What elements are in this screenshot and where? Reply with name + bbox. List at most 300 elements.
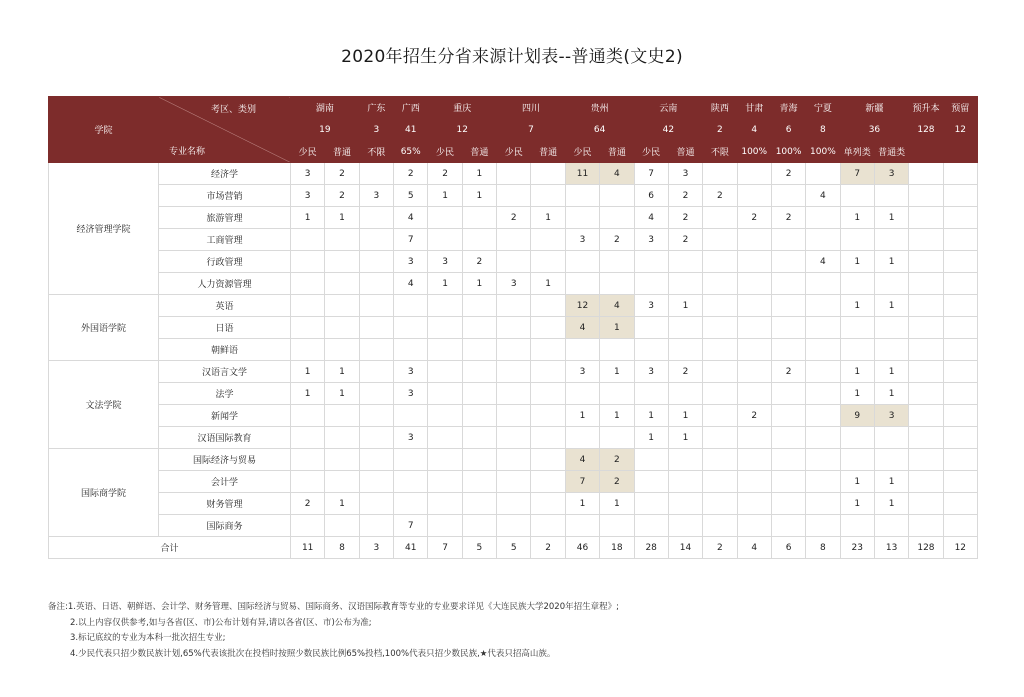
quota-cell bbox=[771, 229, 805, 251]
table-row bbox=[49, 317, 978, 339]
quota-cell bbox=[291, 405, 325, 427]
quota-cell bbox=[943, 361, 977, 383]
quota-cell: 1 bbox=[428, 273, 462, 295]
quota-cell: 3 bbox=[394, 251, 428, 273]
quota-cell bbox=[428, 317, 462, 339]
quota-cell bbox=[565, 207, 599, 229]
quota-cell bbox=[806, 515, 840, 537]
total-cell: 13 bbox=[874, 537, 908, 559]
quota-cell bbox=[737, 317, 771, 339]
category-header: 少民 bbox=[565, 141, 599, 163]
quota-cell bbox=[462, 449, 496, 471]
quota-cell: 2 bbox=[291, 493, 325, 515]
quota-cell bbox=[428, 229, 462, 251]
quota-cell bbox=[771, 471, 805, 493]
table-body bbox=[49, 163, 978, 559]
quota-cell: 2 bbox=[668, 185, 702, 207]
category-header: 普通 bbox=[600, 141, 634, 163]
quota-cell bbox=[462, 317, 496, 339]
quota-cell: 1 bbox=[325, 493, 359, 515]
quota-cell bbox=[325, 427, 359, 449]
category-header: 普通 bbox=[462, 141, 496, 163]
quota-cell bbox=[359, 493, 393, 515]
total-cell: 8 bbox=[325, 537, 359, 559]
quota-cell bbox=[634, 493, 668, 515]
quota-cell bbox=[531, 361, 565, 383]
total-cell: 11 bbox=[291, 537, 325, 559]
quota-cell bbox=[394, 339, 428, 361]
table-row bbox=[49, 383, 978, 405]
quota-cell bbox=[531, 317, 565, 339]
quota-cell: 1 bbox=[428, 185, 462, 207]
quota-cell bbox=[497, 229, 531, 251]
quota-cell bbox=[497, 471, 531, 493]
quota-cell bbox=[497, 163, 531, 185]
quota-cell: 1 bbox=[874, 361, 908, 383]
quota-cell: 1 bbox=[600, 361, 634, 383]
notes-section bbox=[48, 600, 619, 662]
quota-cell bbox=[497, 361, 531, 383]
quota-cell: 2 bbox=[325, 185, 359, 207]
quota-cell: 1 bbox=[840, 493, 874, 515]
quota-cell: 1 bbox=[874, 251, 908, 273]
province-total: 42 bbox=[634, 119, 703, 141]
note-line: 3.标记底纹的专业为本科一批次招生专业; bbox=[70, 633, 226, 643]
quota-cell bbox=[531, 251, 565, 273]
quota-cell: 1 bbox=[565, 405, 599, 427]
table-row bbox=[49, 207, 978, 229]
quota-cell bbox=[668, 251, 702, 273]
quota-cell bbox=[531, 493, 565, 515]
quota-cell bbox=[737, 295, 771, 317]
quota-cell bbox=[703, 163, 737, 185]
quota-cell bbox=[531, 339, 565, 361]
quota-cell bbox=[600, 427, 634, 449]
province-total: 12 bbox=[943, 119, 977, 141]
diagonal-header-cell bbox=[159, 97, 291, 163]
major-name: 法学 bbox=[159, 383, 291, 405]
quota-cell bbox=[909, 449, 943, 471]
quota-cell: 1 bbox=[291, 207, 325, 229]
quota-cell: 3 bbox=[565, 361, 599, 383]
quota-cell bbox=[909, 295, 943, 317]
quota-cell bbox=[771, 317, 805, 339]
quota-cell bbox=[394, 493, 428, 515]
province-header: 重庆 bbox=[428, 97, 497, 119]
table-header bbox=[49, 97, 978, 163]
quota-cell bbox=[462, 207, 496, 229]
quota-cell bbox=[874, 273, 908, 295]
quota-cell bbox=[325, 339, 359, 361]
quota-cell bbox=[737, 361, 771, 383]
quota-cell bbox=[703, 471, 737, 493]
quota-cell bbox=[359, 427, 393, 449]
quota-cell bbox=[565, 185, 599, 207]
quota-cell bbox=[943, 339, 977, 361]
quota-cell bbox=[668, 383, 702, 405]
quota-cell: 1 bbox=[600, 493, 634, 515]
table-row bbox=[49, 339, 978, 361]
quota-cell: 2 bbox=[771, 163, 805, 185]
category-header: 少民 bbox=[634, 141, 668, 163]
quota-cell bbox=[428, 383, 462, 405]
quota-cell bbox=[840, 339, 874, 361]
quota-cell: 12 bbox=[565, 295, 599, 317]
quota-cell: 1 bbox=[840, 207, 874, 229]
quota-cell bbox=[428, 207, 462, 229]
table-row bbox=[49, 185, 978, 207]
quota-cell: 3 bbox=[394, 383, 428, 405]
quota-cell bbox=[497, 295, 531, 317]
quota-cell: 3 bbox=[359, 185, 393, 207]
quota-cell bbox=[737, 515, 771, 537]
quota-cell bbox=[943, 471, 977, 493]
province-header: 云南 bbox=[634, 97, 703, 119]
quota-cell: 1 bbox=[874, 207, 908, 229]
table-row bbox=[49, 361, 978, 383]
quota-cell bbox=[703, 229, 737, 251]
quota-cell bbox=[806, 471, 840, 493]
quota-cell bbox=[737, 251, 771, 273]
quota-cell bbox=[428, 427, 462, 449]
quota-cell bbox=[840, 515, 874, 537]
quota-cell: 1 bbox=[291, 361, 325, 383]
quota-cell: 1 bbox=[462, 185, 496, 207]
major-name: 财务管理 bbox=[159, 493, 291, 515]
quota-cell bbox=[943, 273, 977, 295]
quota-cell: 1 bbox=[668, 405, 702, 427]
college-name: 经济管理学院 bbox=[49, 163, 159, 295]
quota-cell bbox=[325, 251, 359, 273]
total-cell: 12 bbox=[943, 537, 977, 559]
quota-cell bbox=[909, 471, 943, 493]
quota-cell bbox=[840, 317, 874, 339]
category-header: 65% bbox=[394, 141, 428, 163]
quota-cell bbox=[943, 185, 977, 207]
province-header: 湖南 bbox=[291, 97, 360, 119]
province-total: 8 bbox=[806, 119, 840, 141]
quota-cell bbox=[325, 273, 359, 295]
quota-cell: 7 bbox=[840, 163, 874, 185]
quota-cell bbox=[737, 383, 771, 405]
major-name: 行政管理 bbox=[159, 251, 291, 273]
quota-cell bbox=[291, 251, 325, 273]
quota-cell bbox=[703, 251, 737, 273]
quota-cell bbox=[668, 273, 702, 295]
province-total: 3 bbox=[359, 119, 393, 141]
quota-cell bbox=[771, 251, 805, 273]
quota-cell bbox=[909, 163, 943, 185]
quota-cell bbox=[771, 295, 805, 317]
quota-cell: 7 bbox=[394, 515, 428, 537]
quota-cell bbox=[874, 339, 908, 361]
quota-cell bbox=[325, 449, 359, 471]
quota-cell bbox=[565, 251, 599, 273]
category-header: 100% bbox=[771, 141, 805, 163]
quota-cell bbox=[462, 295, 496, 317]
major-name: 汉语言文学 bbox=[159, 361, 291, 383]
quota-cell: 3 bbox=[668, 163, 702, 185]
province-total: 128 bbox=[909, 119, 943, 141]
quota-cell bbox=[806, 229, 840, 251]
quota-cell bbox=[703, 273, 737, 295]
quota-cell: 2 bbox=[394, 163, 428, 185]
quota-cell bbox=[428, 449, 462, 471]
quota-cell bbox=[394, 317, 428, 339]
quota-cell bbox=[634, 383, 668, 405]
quota-cell bbox=[325, 471, 359, 493]
quota-cell bbox=[359, 163, 393, 185]
quota-cell: 2 bbox=[668, 361, 702, 383]
quota-cell: 4 bbox=[600, 295, 634, 317]
quota-cell: 2 bbox=[771, 207, 805, 229]
category-header: 不限 bbox=[703, 141, 737, 163]
total-cell: 46 bbox=[565, 537, 599, 559]
quota-cell bbox=[943, 383, 977, 405]
quota-cell bbox=[737, 449, 771, 471]
quota-cell bbox=[634, 273, 668, 295]
quota-cell: 2 bbox=[600, 471, 634, 493]
total-cell: 6 bbox=[771, 537, 805, 559]
table-row bbox=[49, 515, 978, 537]
quota-cell bbox=[909, 515, 943, 537]
quota-cell bbox=[291, 317, 325, 339]
quota-cell: 1 bbox=[634, 405, 668, 427]
quota-cell bbox=[531, 229, 565, 251]
quota-cell bbox=[909, 427, 943, 449]
quota-cell bbox=[497, 383, 531, 405]
quota-cell bbox=[909, 339, 943, 361]
quota-cell: 1 bbox=[874, 471, 908, 493]
quota-cell: 2 bbox=[668, 207, 702, 229]
table-row bbox=[49, 405, 978, 427]
major-name: 旅游管理 bbox=[159, 207, 291, 229]
category-header: 单列类 bbox=[840, 141, 874, 163]
quota-cell bbox=[428, 339, 462, 361]
quota-cell bbox=[462, 361, 496, 383]
quota-cell bbox=[806, 427, 840, 449]
total-cell: 3 bbox=[359, 537, 393, 559]
quota-cell bbox=[428, 361, 462, 383]
quota-cell bbox=[634, 339, 668, 361]
quota-cell bbox=[634, 515, 668, 537]
quota-cell bbox=[600, 273, 634, 295]
province-total: 64 bbox=[565, 119, 634, 141]
quota-cell bbox=[394, 449, 428, 471]
quota-cell bbox=[359, 361, 393, 383]
quota-cell: 1 bbox=[325, 207, 359, 229]
province-header: 四川 bbox=[497, 97, 566, 119]
category-header: 少民 bbox=[428, 141, 462, 163]
quota-cell: 4 bbox=[806, 251, 840, 273]
major-name: 朝鲜语 bbox=[159, 339, 291, 361]
region-category-label: 考区、类别 bbox=[210, 105, 256, 115]
quota-cell bbox=[737, 339, 771, 361]
quota-cell bbox=[600, 251, 634, 273]
quota-cell bbox=[634, 449, 668, 471]
province-total: 41 bbox=[394, 119, 428, 141]
quota-cell bbox=[325, 229, 359, 251]
total-cell: 5 bbox=[497, 537, 531, 559]
quota-cell bbox=[531, 295, 565, 317]
quota-cell: 1 bbox=[565, 493, 599, 515]
quota-cell bbox=[291, 471, 325, 493]
quota-cell bbox=[497, 449, 531, 471]
total-cell: 7 bbox=[428, 537, 462, 559]
quota-cell bbox=[806, 207, 840, 229]
quota-cell bbox=[943, 427, 977, 449]
quota-cell bbox=[703, 317, 737, 339]
quota-cell bbox=[359, 273, 393, 295]
quota-cell bbox=[943, 295, 977, 317]
quota-cell bbox=[634, 317, 668, 339]
quota-cell bbox=[943, 251, 977, 273]
table-row bbox=[49, 295, 978, 317]
quota-cell bbox=[703, 493, 737, 515]
quota-cell bbox=[703, 515, 737, 537]
table-row bbox=[49, 273, 978, 295]
major-name: 工商管理 bbox=[159, 229, 291, 251]
quota-cell bbox=[909, 185, 943, 207]
major-name: 日语 bbox=[159, 317, 291, 339]
quota-cell bbox=[943, 493, 977, 515]
quota-cell bbox=[771, 185, 805, 207]
quota-cell bbox=[840, 427, 874, 449]
table-row bbox=[49, 493, 978, 515]
quota-cell: 1 bbox=[291, 383, 325, 405]
quota-cell: 4 bbox=[600, 163, 634, 185]
quota-cell bbox=[806, 405, 840, 427]
table-row bbox=[49, 471, 978, 493]
quota-cell bbox=[703, 449, 737, 471]
major-name: 市场营销 bbox=[159, 185, 291, 207]
quota-cell: 1 bbox=[668, 295, 702, 317]
quota-cell bbox=[600, 515, 634, 537]
quota-cell: 2 bbox=[462, 251, 496, 273]
major-name: 经济学 bbox=[159, 163, 291, 185]
college-name: 文法学院 bbox=[49, 361, 159, 449]
province-header: 新疆 bbox=[840, 97, 909, 119]
quota-cell: 4 bbox=[634, 207, 668, 229]
quota-cell bbox=[668, 317, 702, 339]
quota-cell: 2 bbox=[737, 207, 771, 229]
quota-cell bbox=[840, 449, 874, 471]
quota-cell: 1 bbox=[840, 471, 874, 493]
quota-cell bbox=[668, 471, 702, 493]
quota-cell bbox=[909, 361, 943, 383]
quota-cell: 1 bbox=[840, 383, 874, 405]
quota-cell: 1 bbox=[462, 163, 496, 185]
quota-cell: 3 bbox=[634, 361, 668, 383]
major-name: 会计学 bbox=[159, 471, 291, 493]
quota-cell bbox=[359, 471, 393, 493]
category-header: 不限 bbox=[359, 141, 393, 163]
province-header: 青海 bbox=[771, 97, 805, 119]
quota-cell: 3 bbox=[394, 427, 428, 449]
quota-cell: 7 bbox=[634, 163, 668, 185]
province-total: 12 bbox=[428, 119, 497, 141]
quota-cell: 9 bbox=[840, 405, 874, 427]
quota-cell bbox=[703, 207, 737, 229]
quota-cell bbox=[291, 273, 325, 295]
quota-cell: 3 bbox=[394, 361, 428, 383]
quota-cell: 1 bbox=[840, 295, 874, 317]
quota-cell bbox=[840, 229, 874, 251]
quota-cell bbox=[359, 383, 393, 405]
quota-cell bbox=[771, 383, 805, 405]
category-header: 100% bbox=[806, 141, 840, 163]
quota-cell bbox=[737, 493, 771, 515]
quota-cell bbox=[462, 493, 496, 515]
quota-cell bbox=[291, 515, 325, 537]
quota-cell: 7 bbox=[394, 229, 428, 251]
quota-cell bbox=[943, 163, 977, 185]
category-header: 普通 bbox=[531, 141, 565, 163]
quota-cell bbox=[359, 317, 393, 339]
province-total: 2 bbox=[703, 119, 737, 141]
quota-cell bbox=[737, 427, 771, 449]
quota-cell bbox=[428, 493, 462, 515]
total-cell: 2 bbox=[531, 537, 565, 559]
quota-cell bbox=[943, 229, 977, 251]
total-cell: 5 bbox=[462, 537, 496, 559]
total-cell: 14 bbox=[668, 537, 702, 559]
quota-cell bbox=[737, 273, 771, 295]
major-name: 国际商务 bbox=[159, 515, 291, 537]
quota-cell bbox=[462, 339, 496, 361]
quota-cell: 11 bbox=[565, 163, 599, 185]
quota-cell bbox=[497, 405, 531, 427]
quota-cell: 3 bbox=[874, 163, 908, 185]
quota-cell bbox=[840, 185, 874, 207]
quota-cell bbox=[531, 427, 565, 449]
quota-cell bbox=[771, 449, 805, 471]
province-total: 4 bbox=[737, 119, 771, 141]
enrollment-plan-table bbox=[48, 96, 978, 559]
quota-cell bbox=[737, 185, 771, 207]
quota-cell bbox=[325, 515, 359, 537]
table-row bbox=[49, 251, 978, 273]
quota-cell bbox=[497, 251, 531, 273]
major-name-label: 专业名称 bbox=[169, 147, 206, 157]
quota-cell bbox=[462, 471, 496, 493]
province-header: 贵州 bbox=[565, 97, 634, 119]
quota-cell: 4 bbox=[394, 207, 428, 229]
quota-cell bbox=[497, 493, 531, 515]
quota-cell bbox=[359, 251, 393, 273]
quota-cell bbox=[874, 515, 908, 537]
quota-cell bbox=[771, 273, 805, 295]
quota-cell bbox=[291, 339, 325, 361]
quota-cell bbox=[909, 229, 943, 251]
quota-cell bbox=[531, 471, 565, 493]
quota-cell bbox=[359, 515, 393, 537]
quota-cell bbox=[634, 251, 668, 273]
quota-cell: 5 bbox=[394, 185, 428, 207]
quota-cell: 3 bbox=[291, 185, 325, 207]
province-total: 7 bbox=[497, 119, 566, 141]
quota-cell bbox=[909, 207, 943, 229]
category-header: 普通 bbox=[668, 141, 702, 163]
quota-cell: 3 bbox=[874, 405, 908, 427]
quota-cell bbox=[703, 405, 737, 427]
quota-cell bbox=[428, 471, 462, 493]
province-header: 甘肃 bbox=[737, 97, 771, 119]
quota-cell bbox=[497, 427, 531, 449]
quota-cell bbox=[600, 383, 634, 405]
major-name: 国际经济与贸易 bbox=[159, 449, 291, 471]
quota-cell bbox=[359, 449, 393, 471]
